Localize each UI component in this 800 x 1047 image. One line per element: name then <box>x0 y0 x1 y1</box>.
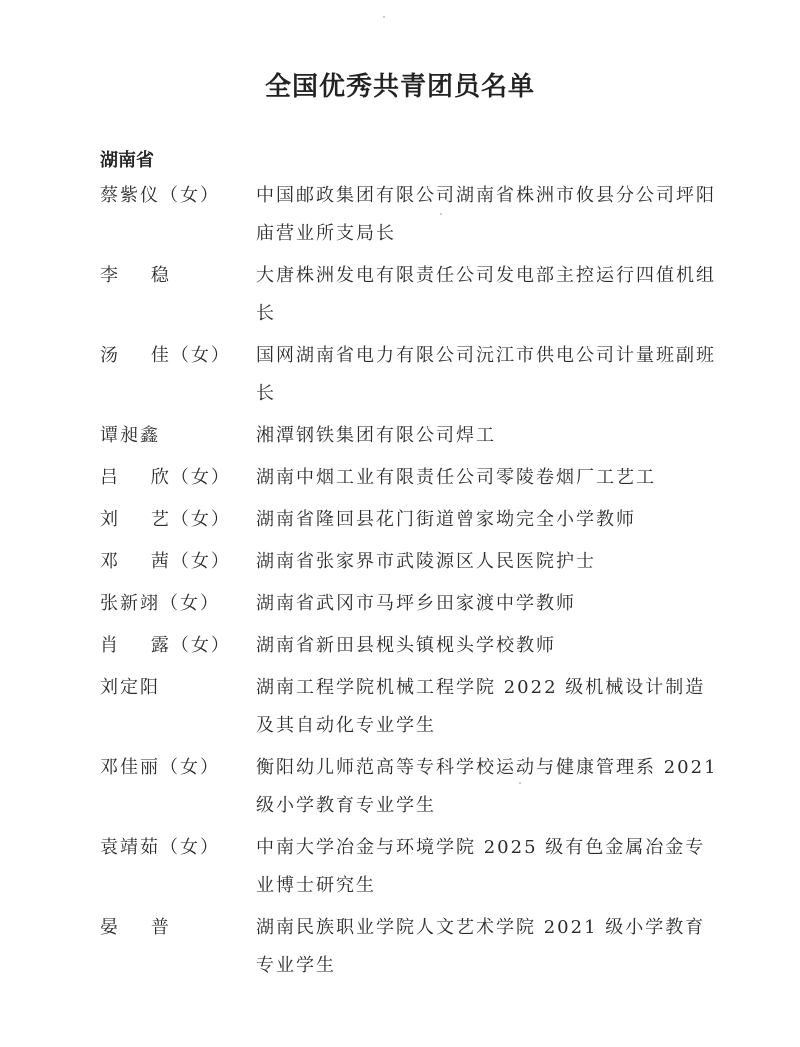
honoree-unit: 湖南省新田县枧头镇枧头学校教师 <box>256 635 556 656</box>
honoree-unit: 中国邮政集团有限公司湖南省株洲市攸县分公司坪阳庙营业所支局长 <box>256 185 716 244</box>
scan-speck <box>519 782 521 784</box>
scan-speck <box>440 213 442 215</box>
honoree-unit: 大唐株洲发电有限责任公司发电部主控运行四值机组长 <box>256 265 716 324</box>
honoree-name: 邓佳丽（女） <box>100 757 220 778</box>
honoree-name: 蔡紫仪（女） <box>100 185 220 206</box>
honoree-name: 晏 普 <box>100 917 171 938</box>
honoree-name: 刘定阳 <box>100 677 160 698</box>
honoree-name: 吕 欣（女） <box>100 467 231 488</box>
honoree-name: 张新翊（女） <box>100 593 220 614</box>
honoree-unit: 湖南省张家界市武陵源区人民医院护士 <box>256 551 596 572</box>
page-title: 全国优秀共青团员名单 <box>264 72 535 102</box>
honoree-name: 谭昶鑫 <box>100 425 160 446</box>
list-item <box>100 420 720 455</box>
scan-speck <box>383 16 385 18</box>
honoree-unit: 国网湖南省电力有限公司沅江市供电公司计量班副班长 <box>256 345 716 404</box>
honoree-unit: 湖南民族职业学院人文艺术学院 2021 级小学教育专业学生 <box>256 917 706 976</box>
honoree-unit: 湘潭钢铁集团有限公司焊工 <box>256 425 496 446</box>
honoree-name: 李 稳 <box>100 265 171 286</box>
honoree-list <box>100 180 720 992</box>
honoree-name: 肖 露（女） <box>100 635 231 656</box>
honoree-unit: 衡阳幼儿师范高等专科学校运动与健康管理系 2021 级小学教育专业学生 <box>256 757 718 816</box>
honoree-name: 刘 艺（女） <box>100 509 231 530</box>
list-item <box>100 832 720 905</box>
list-item <box>100 504 720 539</box>
list-item <box>100 752 720 825</box>
list-item <box>100 588 720 623</box>
honoree-unit: 中南大学冶金与环境学院 2025 级有色金属冶金专业博士研究生 <box>256 837 706 896</box>
list-item <box>100 672 720 745</box>
list-item <box>100 546 720 581</box>
list-item <box>100 180 720 253</box>
list-item <box>100 912 720 985</box>
list-item <box>100 630 720 665</box>
honoree-name: 邓 茜（女） <box>100 551 231 572</box>
province-heading: 湖南省 <box>100 150 154 171</box>
honoree-unit: 湖南中烟工业有限责任公司零陵卷烟厂工艺工 <box>256 467 656 488</box>
honoree-name: 汤 佳（女） <box>100 345 231 366</box>
list-item <box>100 462 720 497</box>
list-item <box>100 260 720 333</box>
honoree-unit: 湖南省隆回县花门街道曾家坳完全小学教师 <box>256 509 636 530</box>
honoree-name: 袁靖茹（女） <box>100 837 220 858</box>
list-item <box>100 340 720 413</box>
honoree-unit: 湖南工程学院机械工程学院 2022 级机械设计制造及其自动化专业学生 <box>256 677 706 736</box>
honoree-unit: 湖南省武冈市马坪乡田家渡中学教师 <box>256 593 576 614</box>
